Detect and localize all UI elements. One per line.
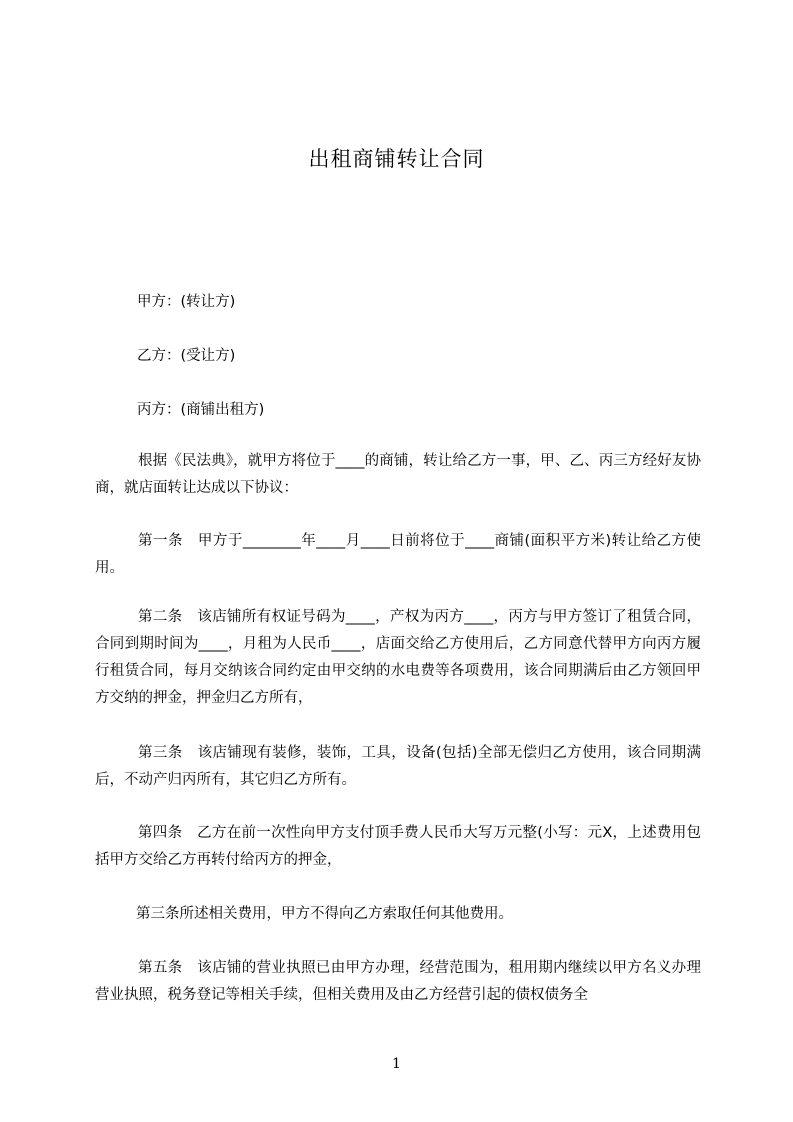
intro-paragraph: 根据《民法典》，就甲方将位于____的商铺，转让给乙方一事，甲、乙、丙三方经好友协商，就店面转让达成以下协议： (95, 453, 701, 496)
clause-5: 第五条 该店铺的营业执照已由甲方办理，经营范围为，租用期内继续以甲方名义办理营业执照，税务登记等相关手续，但相关费用及由乙方经营引起的债权债务全 (95, 960, 701, 1003)
party-c-line: 丙方：(商铺出租方) (137, 402, 265, 418)
party-b-line: 乙方：(受让方) (137, 348, 236, 364)
document-title: 出租商铺转让合同 (308, 147, 485, 171)
clause-4: 第四条 乙方在前一次性向甲方支付顶手费人民币大写万元整(小写：元X，上述费用包括甲方交给乙方再转付给丙方的押金， (95, 825, 701, 868)
clause-3: 第三条 该店铺现有装修，装饰，工具，设备(包括)全部无偿归乙方使用，该合同期满后，不动产归丙所有，其它归乙方所有。 (95, 745, 701, 788)
party-a-line: 甲方：(转让方) (137, 294, 236, 310)
page-number: 1 (392, 1056, 401, 1072)
clause-2: 第二条 该店铺所有权证号码为____，产权为丙方____，丙方与甲方签订了租赁合同，合同到期时间为____，月租为人民币____，店面交给乙方使用后，乙方同意代替甲方向丙方履行租赁合同，每月交纳该合同约定由甲交纳的水电费等各项费用，该合同期满后由乙方领回甲方交纳的押金，押金归乙方所有， (95, 609, 701, 706)
clause-1: 第一条 甲方于________年____月____日前将位于____商铺(面积平方米)转让给乙方使用。 (95, 533, 701, 576)
clause-3-note: 第三条所述相关费用，甲方不得向乙方索取任何其他费用。 (136, 906, 513, 922)
